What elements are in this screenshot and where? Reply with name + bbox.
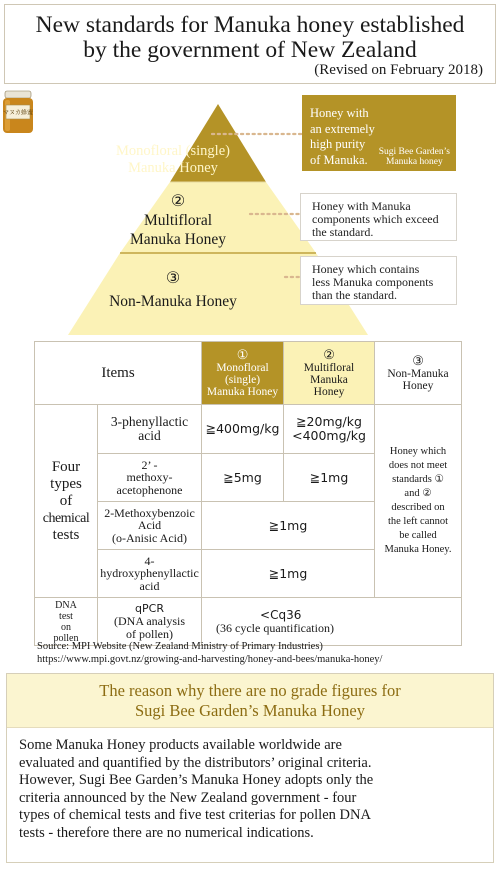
callout-monofloral	[302, 95, 456, 171]
source-url: https://www.mpi.govt.nz/growing-and-harvesting/honey-and-bees/manuka-honey/	[37, 654, 383, 665]
test-name-hydroxyphenyllactic: 4- hydroxyphenyllactic acid	[98, 550, 202, 598]
test-name-methoxybenzoic: 2-Methoxybenzoic Acid (o-Anisic Acid)	[98, 502, 202, 550]
value-methoxybenzoic: ≧1mg	[202, 502, 375, 550]
source-citation: Source: MPI Website (New Zealand Ministry of Primary Industries) https://www.mpi.govt.nz/growing-and-harvesting/honey-and-bees/manuka-honey/	[37, 641, 383, 665]
test-name-methoxyacetophenone: 2’ - methoxy- acetophenone	[98, 454, 202, 502]
brand-caption: Sugi Bee Garden’s Manuka honey	[378, 147, 450, 167]
table-header-row	[35, 342, 462, 405]
test-name-phenyllactic: 3-phenyllactic acid	[98, 405, 202, 454]
table-row	[35, 405, 462, 454]
tier-3-label: ③ Non-Manuka Honey	[109, 270, 237, 310]
mono-value-methoxyacetophenone: ≧5mg	[202, 454, 284, 502]
title-line-1: New standards for Manuka honey established	[35, 12, 465, 38]
mono-value-phenyllactic: ≧400mg/kg	[202, 405, 284, 454]
header-items: Items	[35, 342, 202, 405]
non-manuka-note: Honey which does not meet standards ① and ② described on the left cannot be called Manuka Honey.	[375, 405, 462, 598]
tier-1-label: ① Monofloral (single) Manuka Honey	[116, 125, 230, 176]
reason-body: Some Manuka Honey products available worldwide are evaluated and quantified by the distributors’ original criteria. However, Sugi Bee Garden’s Manuka Honey adopts only the criteria announced by the New Zealand government - four types of chemical tests and five test criterias for pollen DNA tests - therefore there are no numerical indications.	[19, 737, 374, 841]
callout-1-text: Honey with an extremely high purity of Manuka.	[310, 106, 375, 167]
dna-value: <Cq36 (36 cycle quantification)	[202, 598, 462, 646]
header-non-manuka: ③ Non-Manuka Honey	[375, 342, 462, 405]
dna-method: qPCR (DNA analysis of pollen)	[98, 598, 202, 646]
callout-multifloral	[300, 193, 457, 241]
callout-non-manuka	[300, 256, 457, 305]
table-row	[35, 598, 462, 646]
tier-2-label: ② Multifloral Manuka Honey	[130, 193, 226, 248]
standards-table	[34, 341, 462, 646]
multi-value-phenyllactic: ≧20mg/kg <400mg/kg	[284, 405, 375, 454]
revised-date: (Revised on February 2018)	[314, 62, 483, 78]
reason-box	[6, 673, 494, 863]
chemical-tests-label: Four types of chemical tests	[35, 405, 98, 598]
page-title	[5, 13, 495, 63]
title-line-2: by the government of New Zealand	[83, 37, 417, 63]
jar-label: マヌカ蜂蜜	[2, 109, 34, 117]
reason-title-banner	[7, 674, 493, 728]
multi-value-methoxyacetophenone: ≧1mg	[284, 454, 375, 502]
header-monofloral: ① Monofloral (single) Manuka Honey	[202, 342, 284, 405]
honey-pyramid	[0, 90, 500, 340]
dna-test-label: DNA test on pollen	[35, 598, 98, 646]
header-box	[4, 4, 496, 84]
reason-title: The reason why there are no grade figures for Sugi Bee Garden’s Manuka Honey	[99, 681, 401, 720]
honey-jar-icon	[0, 90, 36, 134]
value-hydroxyphenyllactic: ≧1mg	[202, 550, 375, 598]
header-multifloral: ② Multifloral Manuka Honey	[284, 342, 375, 405]
callout-2-text: Honey with Manuka components which exceed the standard.	[312, 199, 439, 239]
callout-3-text: Honey which contains less Manuka components than the standard.	[312, 262, 434, 302]
